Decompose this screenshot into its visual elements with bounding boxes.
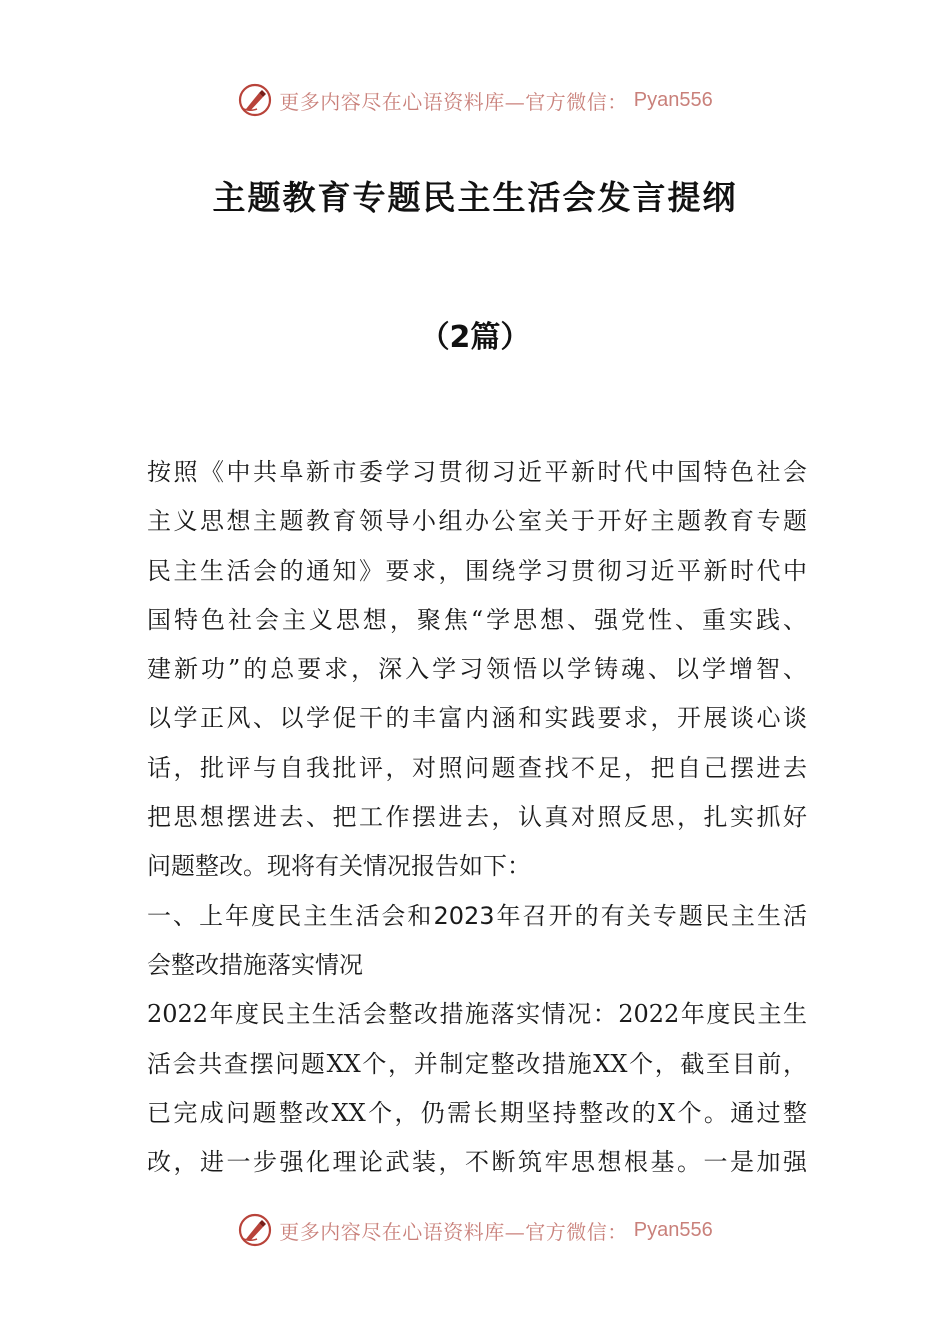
body-line: 主义思想主题教育领导小组办公室关于开好主题教育专题 — [147, 507, 807, 536]
document-title: 主题教育专题民主生活会发言提纲 — [212, 178, 738, 217]
body-line: 活会共查摆问题XX个，并制定整改措施XX个，截至目前， — [147, 1049, 807, 1078]
header-watermark — [0, 82, 950, 118]
body-line: 国特色社会主义思想，聚焦“学思想、强党性、重实践、 — [147, 605, 807, 634]
section-heading-line: 会整改措施落实情况 — [147, 950, 363, 979]
watermark-text: 更多内容尽在心语资料库—官方微信： — [279, 89, 628, 114]
document-subtitle: （2篇） — [419, 320, 531, 355]
watermark-wechat-id: Pyan556 — [633, 1218, 713, 1241]
watermark-wechat-id: Pyan556 — [633, 88, 713, 111]
body-line: 已完成问题整改XX个，仍需长期坚持整改的X个。通过整 — [147, 1098, 807, 1127]
body-line: 话，批评与自我批评，对照问题查找不足，把自己摆进去 — [147, 753, 807, 782]
body-line: 问题整改。现将有关情况报告如下： — [147, 852, 531, 881]
section-heading-line: 一、上年度民主生活会和2023年召开的有关专题民主生活 — [147, 901, 807, 930]
body-line: 2022年度民主生活会整改措施落实情况：2022年度民主生 — [147, 1000, 807, 1029]
body-line: 建新功”的总要求，深入学习领悟以学铸魂、以学增智、 — [147, 655, 807, 684]
body-line: 把思想摆进去、把工作摆进去，认真对照反思，扎实抓好 — [147, 803, 807, 832]
body-line: 民主生活会的通知》要求，围绕学习贯彻习近平新时代中 — [147, 556, 807, 585]
pen-nib-logo-icon — [237, 1212, 273, 1248]
pen-nib-logo-icon — [237, 82, 273, 118]
body-line: 按照《中共阜新市委学习贯彻习近平新时代中国特色社会 — [147, 458, 807, 486]
watermark-text: 更多内容尽在心语资料库—官方微信： — [279, 1219, 628, 1244]
body-line: 以学正风、以学促干的丰富内涵和实践要求，开展谈心谈 — [147, 704, 807, 733]
document-body — [147, 448, 807, 1187]
footer-watermark — [0, 1212, 950, 1248]
body-line: 改，进一步强化理论武装，不断筑牢思想根基。一是加强 — [147, 1148, 807, 1177]
